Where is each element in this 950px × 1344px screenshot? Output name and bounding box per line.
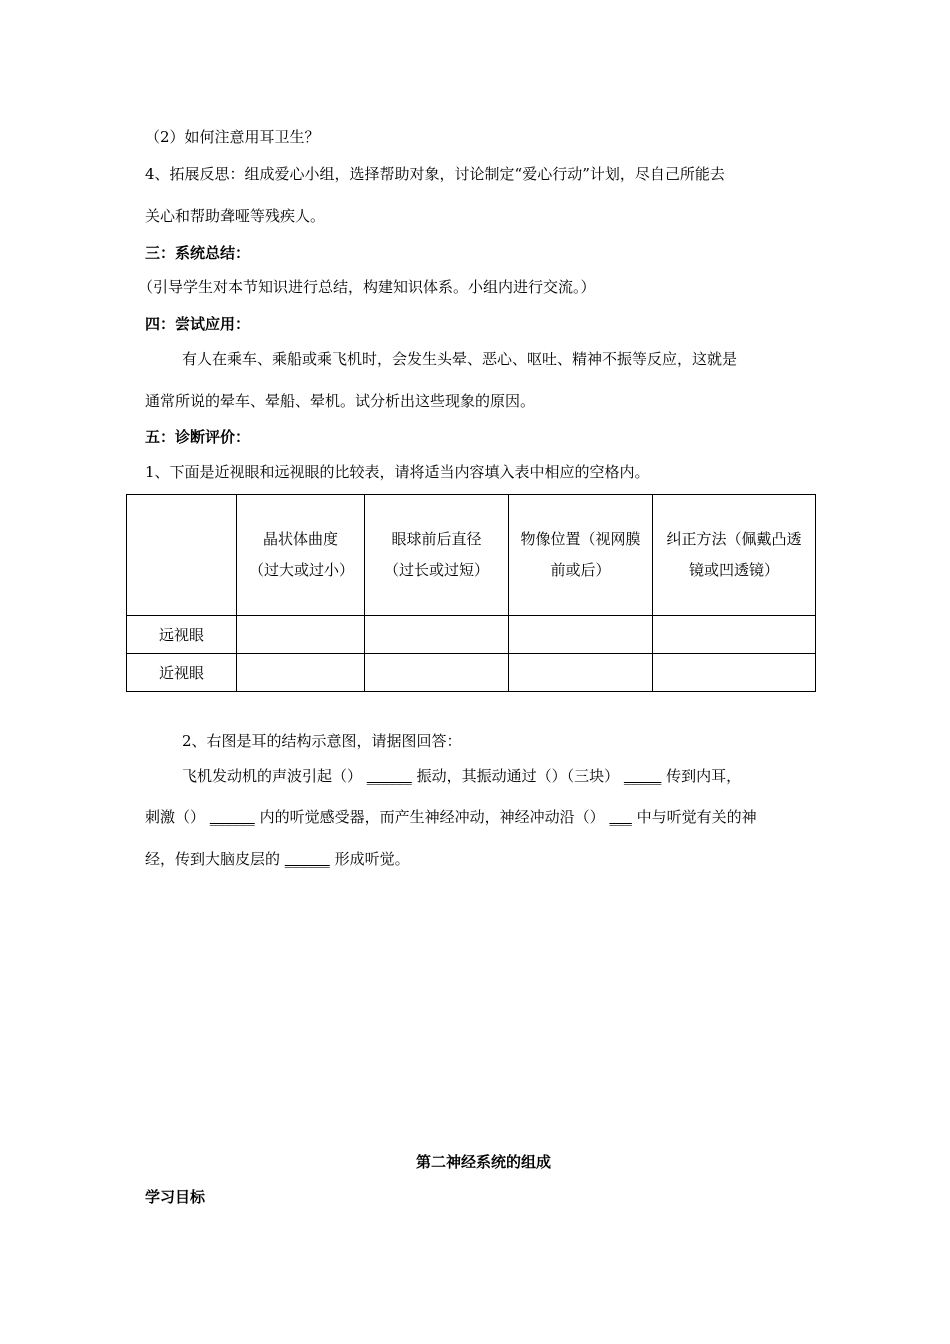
fill-text: 传到内耳，	[666, 767, 742, 785]
table-header-cell	[509, 495, 653, 616]
comparison-table	[126, 494, 816, 692]
table-row	[127, 654, 816, 692]
section-summary-body: （引导学生对本节知识进行总结，构建知识体系。小组内进行交流。）	[138, 278, 596, 296]
header-lens-curvature: 晶状体曲度（过大或过小）	[249, 530, 355, 579]
fill-blank[interactable]: ___	[609, 808, 632, 826]
fill-text: 飞机发动机的声波引起（）	[182, 767, 363, 785]
fill-line-3	[145, 848, 410, 869]
fill-text: 形成听觉。	[334, 850, 410, 868]
fill-text: 中与听觉有关的神	[636, 808, 757, 826]
fill-text: 刺激（）	[145, 808, 206, 826]
fill-blank[interactable]: ______	[284, 850, 330, 868]
fill-line-2	[145, 806, 757, 827]
table-cell[interactable]	[237, 616, 365, 654]
table-cell[interactable]	[653, 616, 816, 654]
table-cell[interactable]	[365, 616, 509, 654]
section-apply-line-2: 通常所说的晕车、晕船、晕机。试分析出这些现象的原因。	[145, 392, 536, 410]
fill-blank[interactable]: _____	[623, 767, 662, 785]
table-cell[interactable]	[509, 654, 653, 692]
table-cell[interactable]	[509, 616, 653, 654]
header-image-position: 物像位置（视网膜前或后）	[520, 530, 641, 579]
fill-text: 经，传到大脑皮层的	[145, 850, 281, 868]
table-row-label: 远视眼	[127, 616, 237, 654]
table-header-row	[127, 495, 816, 616]
table-header-cell	[365, 495, 509, 616]
table-row-label: 近视眼	[127, 654, 237, 692]
table-cell[interactable]	[653, 654, 816, 692]
fill-blank[interactable]: ______	[209, 808, 255, 826]
fill-text: 内的听觉感受器，而产生神经冲动，神经冲动沿（）	[259, 808, 605, 826]
section-apply-line-1: 有人在乘车、乘船或乘飞机时，会发生头晕、恶心、呕吐、精神不振等反应，这就是	[182, 350, 738, 368]
table-header-cell	[653, 495, 816, 616]
table-cell[interactable]	[237, 654, 365, 692]
section-evaluation-heading: 五：诊断评价：	[145, 428, 251, 446]
item-4-line-2: 关心和帮助聋哑等残疾人。	[145, 207, 326, 225]
fill-line-1	[182, 765, 741, 786]
section-summary-heading: 三：系统总结：	[145, 244, 251, 262]
table-row	[127, 616, 816, 654]
header-eyeball-diameter: 眼球前后直径（过长或过短）	[383, 530, 489, 579]
section-apply-heading: 四：尝试应用：	[145, 315, 251, 333]
question-5-2: 2、右图是耳的结构示意图，请据图回答：	[182, 732, 462, 750]
fill-blank[interactable]: ______	[366, 767, 412, 785]
question-ear-hygiene: （2）如何注意用耳卫生？	[145, 128, 320, 146]
item-4-line-1: 4、拓展反思：组成爱心小组，选择帮助对象，讨论制定“爱心行动”计划，尽自己所能去	[145, 165, 725, 183]
table-header-cell	[237, 495, 365, 616]
fill-text: 振动，其振动通过（）（三块）	[416, 767, 620, 785]
header-correction-method: 纠正方法（佩戴凸透镜或凹透镜）	[666, 530, 802, 579]
learning-goals-heading: 学习目标	[145, 1188, 206, 1206]
chapter-title: 第二神经系统的组成	[416, 1153, 552, 1171]
question-5-1: 1、下面是近视眼和远视眼的比较表，请将适当内容填入表中相应的空格内。	[145, 463, 650, 481]
table-header-cell	[127, 495, 237, 616]
table-cell[interactable]	[365, 654, 509, 692]
